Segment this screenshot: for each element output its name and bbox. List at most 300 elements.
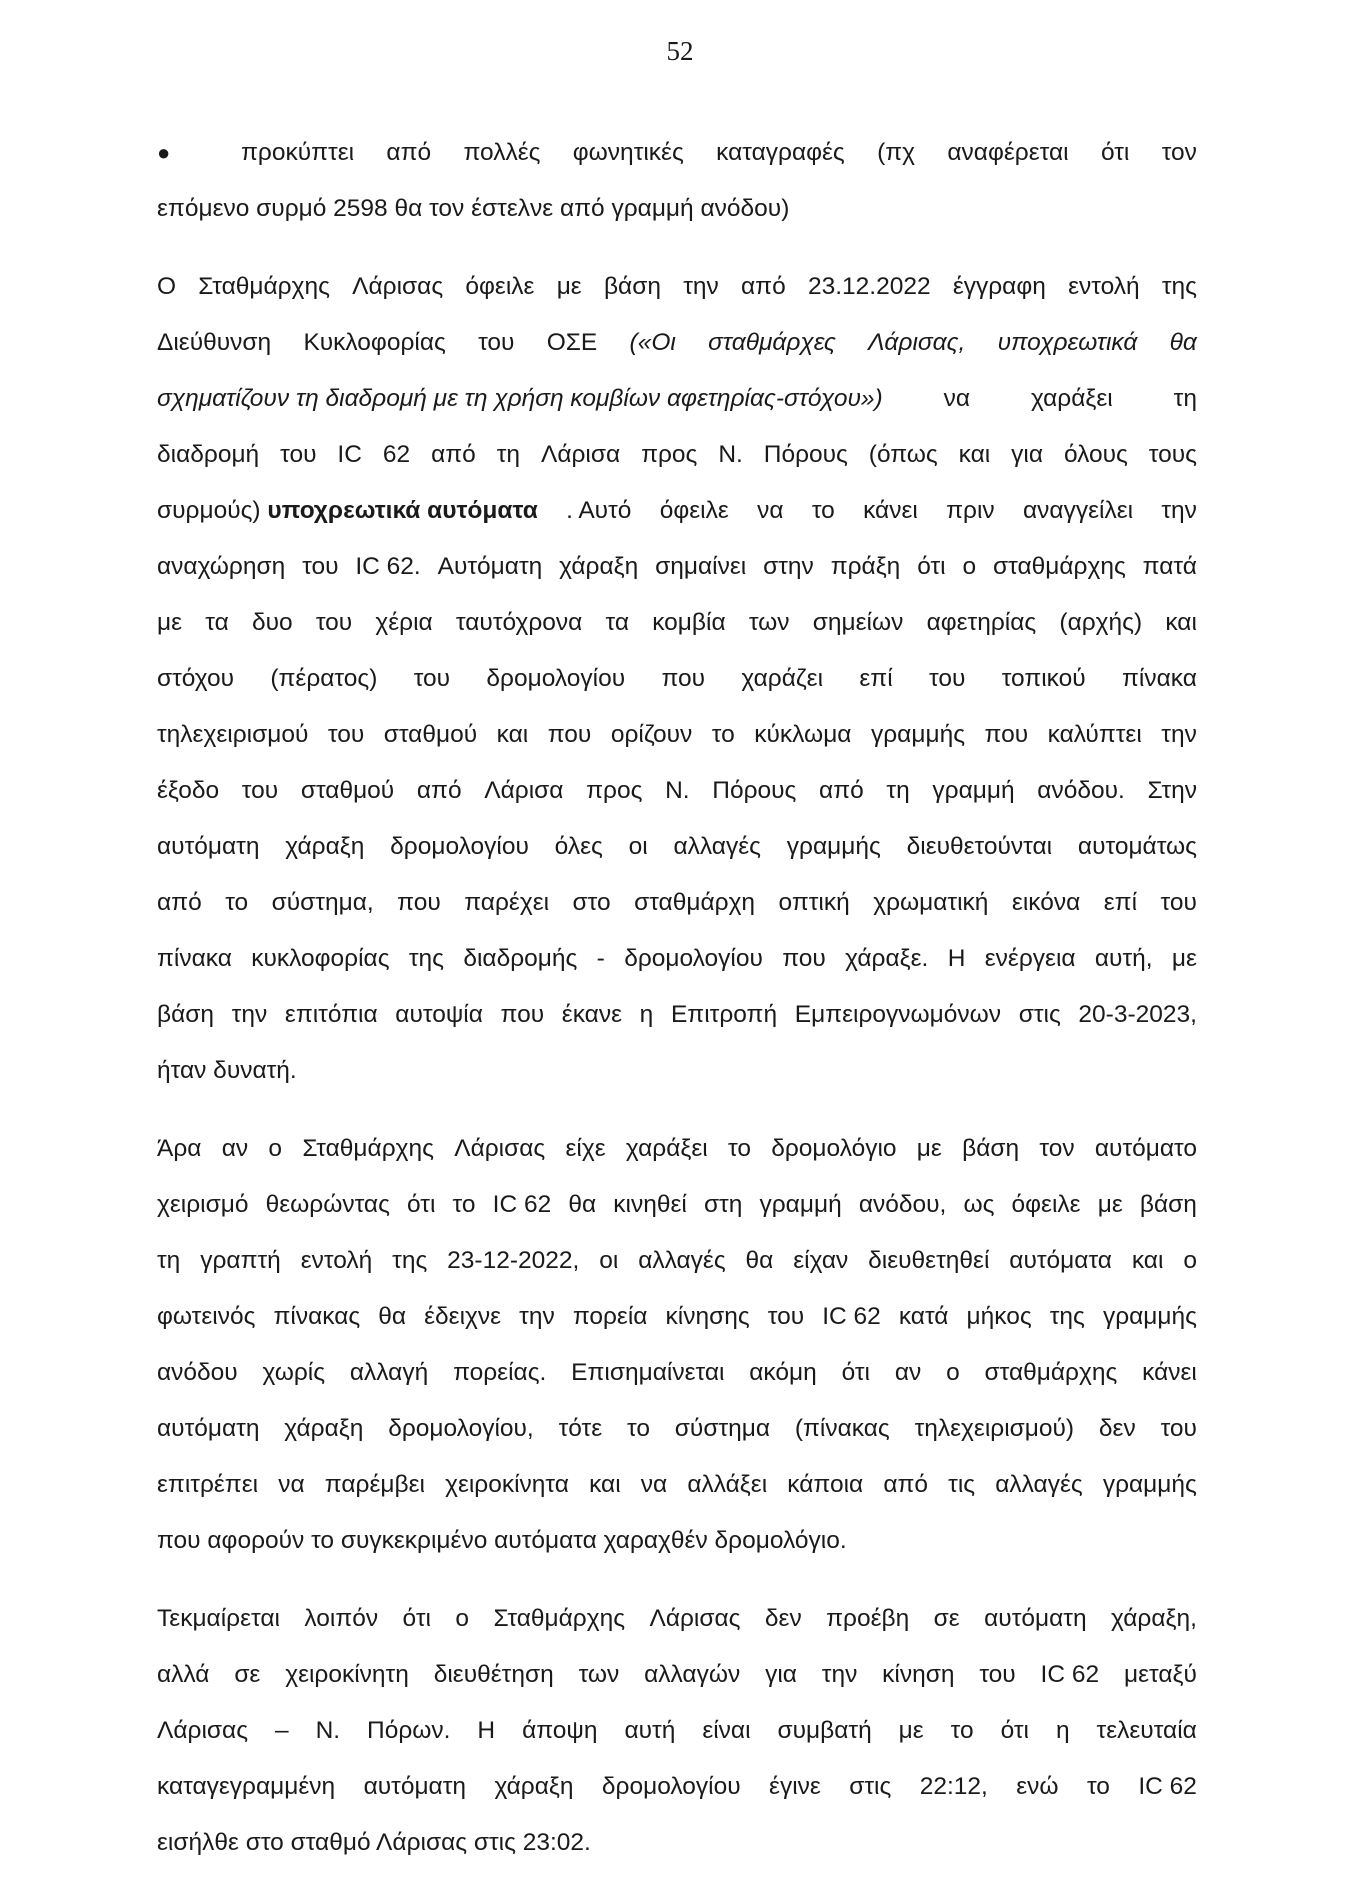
word: είχαν	[793, 1247, 849, 1274]
word: Διεύθυνση	[157, 329, 272, 356]
italic-word: σταθμάρχες	[708, 329, 836, 356]
paragraph-1	[157, 259, 1197, 1099]
word: Λάρισας	[352, 273, 444, 300]
word: γραμμής	[1102, 1303, 1197, 1330]
word: την	[519, 1303, 555, 1330]
word: ότι	[407, 1191, 436, 1218]
word: δεν	[764, 1605, 802, 1632]
text-line	[157, 1513, 1197, 1569]
italic-word: θα	[1169, 329, 1197, 356]
italic-word: υποχρεωτικά	[997, 329, 1138, 356]
word: ανόδου.	[1037, 777, 1125, 804]
word: το	[811, 497, 835, 524]
word: με	[898, 1717, 924, 1744]
word: αλλαγές	[995, 1471, 1083, 1498]
word: χάραξη	[559, 553, 639, 580]
word: τον	[1039, 1135, 1075, 1162]
text-run: συρμούς) υποχρεωτικά αυτόματα	[157, 497, 538, 524]
word: γραμμής	[786, 833, 881, 860]
word: ενώ	[1016, 1773, 1059, 1800]
word: διευθετηθεί	[868, 1247, 990, 1274]
word: ότι	[1000, 1717, 1029, 1744]
word: σταθμού	[300, 777, 395, 804]
word: ορίζουν	[610, 721, 693, 748]
word: μεταξύ	[1123, 1661, 1197, 1688]
page-number: 52	[666, 36, 694, 66]
word: 20-3-2023,	[1078, 1001, 1197, 1028]
text-line	[157, 595, 1197, 651]
word: συμβατή	[777, 1717, 872, 1744]
word: του	[280, 441, 317, 468]
word: την	[1161, 497, 1197, 524]
word: IC 62	[822, 1303, 881, 1330]
text-run: εισήλθε στο σταθμό Λάρισας στις 23:02.	[157, 1829, 591, 1856]
word: χέρια	[375, 609, 433, 636]
word: διευθέτηση	[433, 1661, 554, 1688]
word: χαράξει	[1030, 385, 1113, 412]
word: βάση	[1139, 1191, 1197, 1218]
word: οπτική	[778, 889, 850, 916]
word: από	[741, 273, 786, 300]
word: κατά	[898, 1303, 949, 1330]
word: χειροκίνητα	[445, 1471, 569, 1498]
word: Λάρισα	[540, 441, 621, 468]
word: τον	[1161, 139, 1197, 166]
word: σύστημα	[674, 1415, 771, 1442]
word: του	[413, 665, 451, 692]
word: όφειλε	[659, 497, 729, 524]
italic-word: Λάρισας,	[868, 329, 966, 356]
word: και	[496, 721, 529, 748]
word: από	[883, 1471, 929, 1498]
word: βάση	[603, 273, 661, 300]
word: πορεία	[572, 1303, 648, 1330]
word: φωνητικές	[572, 139, 684, 166]
word: Ν.	[665, 777, 690, 804]
word: από	[416, 777, 462, 804]
word: 62	[382, 441, 411, 468]
word: IC 62	[492, 1191, 552, 1218]
word: στις	[849, 1773, 892, 1800]
word: του	[979, 1661, 1016, 1688]
word: η	[1055, 1717, 1070, 1744]
text-line	[157, 315, 1197, 371]
word: το	[950, 1717, 974, 1744]
word: Επιτροπή	[670, 1001, 778, 1028]
word: για	[1011, 441, 1044, 468]
word: πορείας.	[453, 1359, 547, 1386]
word: αναγγείλει	[1023, 497, 1134, 524]
word: να	[640, 1471, 668, 1498]
word: (αρχής)	[1059, 609, 1143, 636]
text-line	[157, 427, 1197, 483]
word: βάση	[962, 1135, 1020, 1162]
text-line	[157, 987, 1197, 1043]
word: προκύπτει	[241, 139, 355, 166]
word: Σταθμάρχης	[302, 1135, 434, 1162]
word: στις	[1018, 1001, 1061, 1028]
word: του	[767, 1303, 805, 1330]
word: κάνει	[1142, 1359, 1197, 1386]
bullet-line-1	[157, 125, 1197, 181]
word: του	[478, 329, 515, 356]
word: Λάρισας	[454, 1135, 546, 1162]
text-run: επόμενο συρμό 2598 θα τον έστελνε από γραμμή ανόδου)	[157, 195, 790, 222]
word: αυτόματο	[1094, 1135, 1197, 1162]
word: αν	[894, 1359, 922, 1386]
text-line	[157, 1345, 1197, 1401]
word: Τεκμαίρεται	[157, 1605, 280, 1632]
word: έδειχνε	[424, 1303, 502, 1330]
word: ότι	[841, 1359, 870, 1386]
text-line	[157, 1401, 1197, 1457]
word: τις	[948, 1471, 976, 1498]
text-line	[157, 1233, 1197, 1289]
word: στη	[703, 1191, 743, 1218]
word: του	[241, 777, 279, 804]
word: καλύπτει	[1047, 721, 1142, 748]
word: χρωματική	[873, 889, 989, 916]
word: προέβη	[826, 1605, 910, 1632]
word: τοπικού	[1001, 665, 1086, 692]
word: που	[547, 721, 592, 748]
text-line	[157, 763, 1197, 819]
text-line	[157, 1591, 1197, 1647]
word: καταγραφές	[716, 139, 845, 166]
text-line	[157, 1815, 1197, 1871]
word: του	[302, 553, 339, 580]
word: Η	[477, 1717, 496, 1744]
word: ότι	[402, 1605, 431, 1632]
word: χωρίς	[262, 1359, 326, 1386]
word: αφετηρίας	[926, 609, 1037, 636]
word: (πχ	[877, 139, 916, 166]
word: της	[1161, 273, 1197, 300]
word: Αυτόματη	[437, 553, 543, 580]
text-line	[157, 1703, 1197, 1759]
word: αυτομάτως	[1077, 833, 1197, 860]
word: αυτή	[624, 1717, 676, 1744]
word: το	[626, 1415, 650, 1442]
word: σταθμάρχης	[984, 1359, 1118, 1386]
word: ο	[1183, 1247, 1197, 1274]
word: γραμμής	[1102, 1471, 1197, 1498]
word: χειρισμό	[157, 1191, 249, 1218]
word: όφειλε	[465, 273, 535, 300]
bullet-icon: ●	[157, 140, 171, 165]
word: Πόρους	[712, 777, 797, 804]
word: Επισημαίνεται	[571, 1359, 725, 1386]
word: IC 62	[1040, 1661, 1100, 1688]
word: παρέμβει	[324, 1471, 425, 1498]
word: δυο	[251, 609, 293, 636]
word: λοιπόν	[304, 1605, 379, 1632]
word: σύστημα,	[271, 889, 374, 916]
word: Ν.	[315, 1717, 341, 1744]
text-line	[157, 371, 1197, 427]
word: καταγεγραμμένη	[157, 1773, 336, 1800]
text-line	[157, 1121, 1197, 1177]
word: όλες	[554, 833, 603, 860]
text-line	[157, 1457, 1197, 1513]
word: επιτρέπει	[157, 1471, 259, 1498]
word: με	[916, 1135, 942, 1162]
word: αναφέρεται	[947, 139, 1069, 166]
word: δρομολόγιο	[771, 1135, 897, 1162]
word: ο	[268, 1135, 283, 1162]
word: δρομολογίου	[601, 1773, 741, 1800]
word: χειροκίνητη	[285, 1661, 409, 1688]
word: αυτόματη	[363, 1773, 467, 1800]
word: –	[274, 1717, 289, 1744]
word: που	[397, 889, 441, 916]
word: εικόνα	[1011, 889, 1081, 916]
word: του	[929, 665, 966, 692]
word: ο	[455, 1605, 470, 1632]
word: Κυκλοφορίας	[303, 329, 446, 356]
word: έξοδο	[157, 777, 220, 804]
document-body	[157, 125, 1197, 1871]
word: Λάρισα	[484, 777, 564, 804]
word: το	[711, 721, 735, 748]
word: Σταθμάρχης	[198, 273, 330, 300]
word: δρομολογίου	[390, 833, 529, 860]
word: επιτόπια	[284, 1001, 378, 1028]
word: αυτοψία	[395, 1001, 483, 1028]
word: τηλεχειρισμού)	[914, 1415, 1075, 1442]
word: που	[984, 721, 1029, 748]
word: προς	[586, 777, 643, 804]
word: τη	[157, 1247, 181, 1274]
word: (όπως	[868, 441, 938, 468]
word: πολλές	[463, 139, 541, 166]
word: την	[821, 1661, 858, 1688]
word: και	[589, 1471, 621, 1498]
word: σταθμάρχης	[993, 553, 1126, 580]
word: με	[157, 609, 183, 636]
word: γραμμή	[932, 777, 1015, 804]
word: Σταθμάρχης	[493, 1605, 626, 1632]
text-line	[157, 259, 1197, 315]
word: του	[327, 721, 365, 748]
word: κίνηση	[882, 1661, 955, 1688]
word: σταθμού	[383, 721, 478, 748]
word: ανόδου,	[858, 1191, 947, 1218]
word: τηλεχειρισμού	[157, 721, 309, 748]
word: ΟΣΕ	[546, 329, 598, 356]
word: θα	[568, 1191, 597, 1218]
word: Άρα	[157, 1135, 202, 1162]
word: σε	[234, 1661, 261, 1688]
word: Στην	[1147, 777, 1197, 804]
word: η	[639, 1001, 654, 1028]
text-line	[157, 931, 1197, 987]
word: Πόρους	[763, 441, 848, 468]
word: τελευταία	[1096, 1717, 1197, 1744]
word: Πόρων.	[367, 1717, 451, 1744]
word: αυτή,	[1094, 945, 1153, 972]
word: χαράξει	[625, 1135, 708, 1162]
word: χάραξη	[284, 1415, 364, 1442]
word: που	[782, 945, 826, 972]
word: το	[225, 889, 249, 916]
word: όφειλε	[1011, 1191, 1081, 1218]
paragraph-3	[157, 1591, 1197, 1871]
word: ο	[946, 1359, 960, 1386]
word: έγινε	[769, 1773, 821, 1800]
word: Λάρισας	[157, 1717, 249, 1744]
word: αυτόματη	[984, 1605, 1087, 1632]
word: αλλαγές	[638, 1247, 726, 1274]
word: στο	[572, 889, 611, 916]
word: Λάρισας	[649, 1605, 741, 1632]
word: κάνει	[863, 497, 918, 524]
word: διευθετούνται	[906, 833, 1053, 860]
word: το	[1086, 1773, 1110, 1800]
word: πίνακα	[1121, 665, 1197, 692]
word: που	[500, 1001, 545, 1028]
word: ο	[962, 553, 977, 580]
word: κυκλοφορίας	[251, 945, 390, 972]
word: όλους	[1063, 441, 1128, 468]
word: διαδρομής	[463, 945, 578, 972]
word: σημείων	[812, 609, 904, 636]
word: χαράζει	[741, 665, 824, 692]
word: πριν	[946, 497, 995, 524]
word: το	[452, 1191, 476, 1218]
word: σημαίνει	[655, 553, 747, 580]
word: εντολή	[300, 1247, 373, 1274]
word: που	[661, 665, 706, 692]
word: κίνησης	[665, 1303, 750, 1330]
text-line	[157, 1647, 1197, 1703]
word: αλλάξει	[687, 1471, 768, 1498]
word: και	[1165, 609, 1197, 636]
word: ταυτόχρονα	[455, 609, 583, 636]
text-line	[157, 1177, 1197, 1233]
word: ότι	[917, 553, 946, 580]
word: για	[765, 1661, 797, 1688]
word: επί	[859, 665, 893, 692]
word: Εμπειρογνωμόνων	[794, 1001, 1002, 1028]
word: από	[386, 139, 432, 166]
word: (πέρατος)	[270, 665, 378, 692]
word: οι	[628, 833, 648, 860]
word: αλλά	[157, 1661, 210, 1688]
word: διαδρομή	[157, 441, 260, 468]
word: σταθμάρχη	[634, 889, 756, 916]
text-line	[157, 819, 1197, 875]
text-line	[157, 707, 1197, 763]
word: φωτεινός	[157, 1303, 256, 1330]
word: ανόδου	[157, 1359, 238, 1386]
word: χάραξη	[285, 833, 365, 860]
word: δρομολογίου	[624, 945, 763, 972]
word: βάση	[157, 1001, 215, 1028]
word: 22:12,	[919, 1773, 988, 1800]
word: τη	[496, 441, 521, 468]
text-line	[157, 483, 1197, 539]
word: IC 62.	[355, 553, 421, 580]
word: να	[278, 1471, 305, 1498]
text-run: ήταν δυνατή.	[157, 1057, 297, 1084]
word: και	[1131, 1247, 1164, 1274]
word: τα	[205, 609, 229, 636]
word: κομβία	[652, 609, 726, 636]
word: να	[943, 385, 971, 412]
word: δρομολογίου	[486, 665, 626, 692]
word: πίνακα	[157, 945, 232, 972]
bold-emphasis: υποχρεωτικά αυτόματα	[267, 497, 538, 524]
word: οι	[599, 1247, 619, 1274]
word: του	[1160, 889, 1197, 916]
word: της	[392, 1247, 428, 1274]
italic-quote: σχηματίζουν τη διαδρομή με τη χρήση κομβίων αφετηρίας-στόχου»)	[157, 385, 883, 412]
word: την	[1161, 721, 1197, 748]
word: και	[958, 441, 991, 468]
word: προς	[641, 441, 698, 468]
word: την	[683, 273, 719, 300]
word: χάραξη	[494, 1773, 574, 1800]
word: είναι	[702, 1717, 751, 1744]
word: αν	[221, 1135, 249, 1162]
word: του	[315, 609, 353, 636]
text-line	[157, 651, 1197, 707]
word: ενέργεια	[984, 945, 1076, 972]
word: στόχου	[157, 665, 234, 692]
word: εντολή	[1068, 273, 1140, 300]
word: από	[431, 441, 476, 468]
word: παρέχει	[464, 889, 550, 916]
text-run: που αφορούν το συγκεκριμένο αυτόματα χαραχθέν δρομολόγιο.	[157, 1527, 847, 1554]
word: του	[1160, 1415, 1197, 1442]
word: . Αυτό	[566, 497, 632, 524]
word: πατά	[1142, 553, 1197, 580]
word: τα	[605, 609, 630, 636]
word: αναχώρηση	[157, 553, 286, 580]
word: τους	[1148, 441, 1197, 468]
word: την	[231, 1001, 268, 1028]
word: σε	[933, 1605, 960, 1632]
word: επί	[1103, 889, 1138, 916]
word: πράξη	[830, 553, 901, 580]
text-line	[157, 1759, 1197, 1815]
text-line	[157, 539, 1197, 595]
text-line	[157, 1043, 1197, 1099]
word: με	[1171, 945, 1197, 972]
word: κάποια	[787, 1471, 864, 1498]
word: της	[408, 945, 444, 972]
word: είχε	[565, 1135, 606, 1162]
text-line	[157, 875, 1197, 931]
word: των	[578, 1661, 620, 1688]
word: κινηθεί	[613, 1191, 687, 1218]
bullet-start	[157, 125, 354, 181]
word: ακόμη	[749, 1359, 817, 1386]
word: τότε	[558, 1415, 603, 1442]
word: θα	[378, 1303, 407, 1330]
word: αυτόματα	[1009, 1247, 1112, 1274]
word: IC 62	[1138, 1773, 1197, 1800]
word: Η	[947, 945, 966, 972]
word: με	[1097, 1191, 1123, 1218]
word: να	[757, 497, 784, 524]
word: θα	[745, 1247, 774, 1274]
word: με	[556, 273, 582, 300]
italic-word: («Οι	[629, 329, 676, 356]
word: IC	[337, 441, 362, 468]
word: άποψη	[522, 1717, 598, 1744]
